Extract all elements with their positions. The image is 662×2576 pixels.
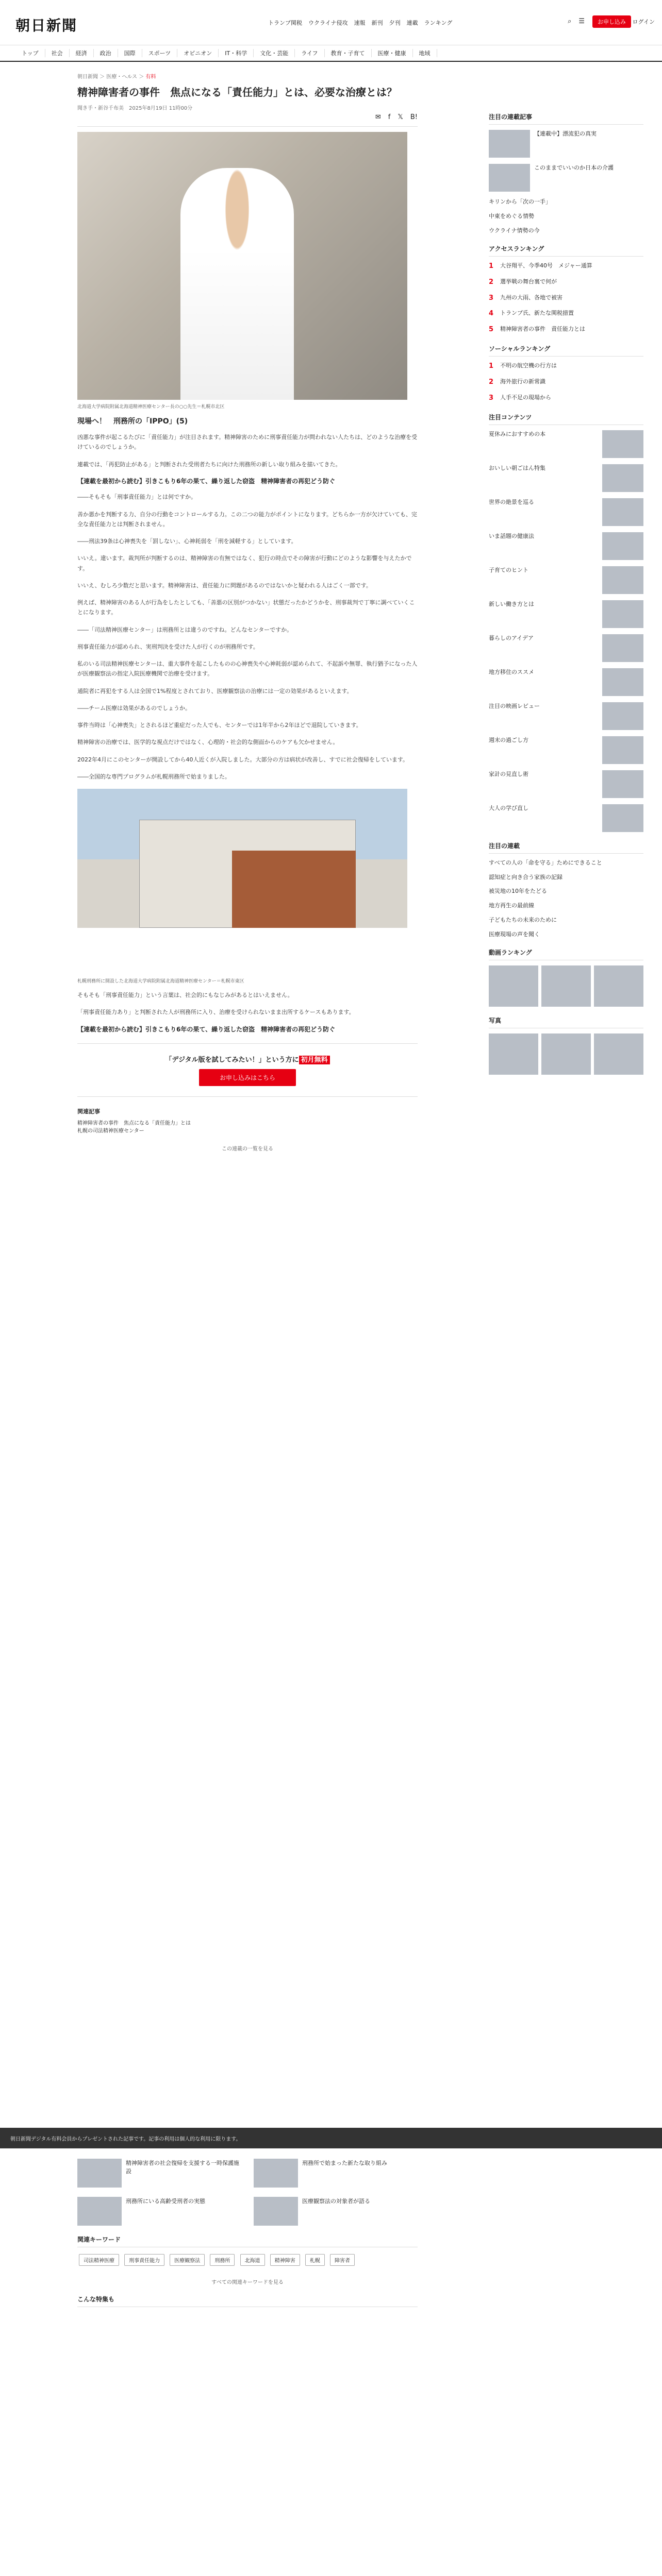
access-title: アクセスランキング: [489, 245, 544, 252]
article-paragraph: 凶悪な事件が起こるたびに「責任能力」が注目されます。精神障害のために刑事責任能力が問われない人たちは、どのような治療を受けているのでしょうか。: [77, 434, 418, 451]
article-paragraph: 通院者に再犯をする人は全国で1%程度とされており、医療観察法の治療には一定の効果があるといえます。: [77, 687, 353, 694]
facebook-icon[interactable]: f: [388, 113, 391, 121]
article-paragraph: 2022年4月にこのセンターが開設してから40人近くが入院しました。大部分の方は病状が改善し、すでに社会復帰をしています。: [77, 756, 408, 763]
article-paragraph: ――刑法39条は心神喪失を「罰しない」、心神耗弱を「刑を減軽する」としています。: [77, 538, 297, 545]
rank-number: 3: [489, 394, 494, 402]
video-thumb[interactable]: [489, 965, 538, 1007]
content-item-title: 新しい働き方とは: [489, 600, 534, 607]
nav-item[interactable]: 地域: [413, 49, 437, 57]
content-item-title: 地方移住のススメ: [489, 668, 534, 675]
article-paragraph: ――「司法精神医療センター」は刑務所とは違うのですね。どんなセンターですか。: [77, 626, 293, 633]
menu-icon[interactable]: ☰: [578, 18, 585, 25]
article-paragraph: ――そもそも「刑事責任能力」とは何ですか。: [77, 494, 196, 501]
rank-number: 2: [489, 278, 494, 286]
content-title: 注目コンテンツ: [489, 413, 532, 421]
content-item-title: 注目の映画レビュー: [489, 702, 540, 709]
nav-item[interactable]: オピニオン: [177, 49, 219, 57]
article-paragraph: 連載では、「再犯防止がある」と判断された受刑者たちに向けた刑務所の新しい取り組みを描いてきた。: [77, 461, 341, 468]
links-item[interactable]: [489, 887, 643, 895]
special-title: こんな特集も: [77, 2296, 115, 2303]
topnav-item[interactable]: 新刊: [371, 20, 383, 26]
content-thumb: [602, 804, 643, 832]
content-item[interactable]: [489, 634, 643, 662]
content-item[interactable]: [489, 702, 643, 730]
side-thumb: [489, 164, 530, 192]
links-item-title: 子どもたちの未来のために: [489, 917, 557, 924]
content-item-title: 大人の学び直し: [489, 804, 528, 811]
nav-item[interactable]: 政治: [94, 49, 118, 57]
keyword-tag[interactable]: 精神障害: [270, 2254, 300, 2266]
links-item-title: すべての人の「命を守る」ためにできること: [489, 859, 602, 866]
keyword-tag[interactable]: 北海道: [240, 2254, 265, 2266]
content-item[interactable]: [489, 498, 643, 526]
content-item[interactable]: [489, 430, 643, 458]
photo-thumb[interactable]: [541, 1033, 591, 1075]
article-paragraph: いいえ、むしろ少数だと思います。精神障害は、責任能力に問題があるのではないかと疑われる人はごく一部です。: [77, 582, 372, 589]
social-heading: [489, 344, 643, 357]
series-link[interactable]: 【連載を最初から読む】引きこもり6年の果て、繰り返した窃盗 精神障害者の再犯どう防ぐ: [77, 477, 336, 485]
keywords-more-link[interactable]: すべての関連キーワードを見る: [211, 2280, 284, 2285]
access-item-title: 精神障害者の事件 責任能力とは: [500, 326, 585, 333]
related-item[interactable]: [254, 2159, 418, 2188]
x-icon[interactable]: 𝕏: [398, 113, 403, 121]
photo-caption: 北海道大学病院附属北海道精神医療センター長の○○先生＝札幌市北区: [77, 404, 225, 410]
content-item[interactable]: [489, 736, 643, 764]
promo-badge: 初月無料: [299, 1056, 330, 1064]
rank-number: 1: [489, 262, 494, 270]
access-item[interactable]: [489, 309, 643, 319]
content-thumb: [602, 702, 643, 730]
nav-item[interactable]: 文化・芸能: [254, 49, 295, 57]
access-item-title: 大谷翔平、今季40号 メジャー通算: [500, 262, 592, 269]
nav-item[interactable]: ライフ: [295, 49, 324, 57]
content-heading: [489, 413, 643, 425]
related-title: 刑務所にいる高齢受刑者の実態: [126, 2198, 205, 2205]
breadcrumb-item[interactable]: 朝日新聞: [77, 74, 98, 80]
side-item[interactable]: [489, 227, 643, 235]
site-header: [0, 0, 662, 45]
video-row: [489, 965, 643, 1007]
keyword-tag[interactable]: 刑事責任能力: [124, 2254, 164, 2266]
article-paragraph: ――全国的な専門プログラムが札幌刑務所で始まりました。: [77, 773, 230, 780]
topnav-item[interactable]: ウクライナ侵攻: [308, 20, 348, 26]
related-item[interactable]: [77, 2159, 241, 2188]
search-icon[interactable]: ⌕: [568, 18, 572, 25]
related-thumb: [77, 2197, 122, 2226]
related-box: [77, 1107, 418, 1134]
side-item-title: キリンから「次の一手」: [489, 198, 551, 205]
login-link[interactable]: ログイン: [632, 19, 655, 25]
keyword-list: [77, 2252, 418, 2267]
rank-number: 1: [489, 362, 494, 370]
content-item[interactable]: [489, 600, 643, 628]
article-photo: [77, 132, 407, 400]
article-paragraph: 私のいる司法精神医療センターは、重大事件を起こしたものの心神喪失や心神耗弱が認められて、不起訴や無罪、執行猶予になった人が医療観察法の指定入院医療機関で治療を受けます。: [77, 660, 418, 677]
gift-banner: 朝日新聞デジタル有料会員からプレゼントされた記事です。記事の利用は個人的な利用に限ります。: [0, 2128, 662, 2148]
side-item[interactable]: [489, 164, 643, 192]
subscribe-promo: [77, 1043, 418, 1097]
access-item-title: 選挙戦の舞台裏で何が: [500, 278, 557, 285]
social-item-title: 海外旅行の新常識: [500, 378, 545, 385]
keyword-tag[interactable]: 障害者: [330, 2254, 355, 2266]
sidebar: [489, 103, 643, 1075]
access-item-title: トランプ氏、新たな関税措置: [500, 310, 574, 317]
building-wing: [232, 851, 356, 928]
content-item-title: 暮らしのアイデア: [489, 634, 534, 641]
keywords-title: 関連キーワード: [77, 2236, 121, 2243]
article-byline: 聞き手・新谷千布美 2025年8月19日 11時00分: [77, 106, 193, 111]
signup-button[interactable]: お申し込み: [592, 15, 631, 28]
content-thumb: [602, 736, 643, 764]
related-thumb: [77, 2159, 122, 2188]
related-item[interactable]: [77, 2197, 241, 2226]
keywords-heading: [77, 2235, 418, 2247]
content-thumb: [602, 566, 643, 594]
side-thumb: [489, 130, 530, 158]
side-item-title: 【連載中】漂流犯の真実: [534, 130, 597, 137]
content-item-title: 週末の過ごし方: [489, 736, 528, 743]
lower-main: [77, 2159, 418, 2576]
content-item[interactable]: [489, 804, 643, 832]
article-paragraph: 例えば、精神障害のある人が行為をしたとしても、「善悪の区別がつかない」状態だったかどうかを、刑事裁判で丁寧に調べていくことになります。: [77, 599, 415, 616]
content-item-title: いま話題の健康法: [489, 532, 534, 539]
content-thumb: [602, 430, 643, 458]
photo-row: [489, 1033, 643, 1075]
side-item[interactable]: [489, 130, 643, 158]
header-icons: [568, 18, 585, 25]
article-paragraph: そもそも「刑事責任能力」という言葉は、社会的にもなじみがあるとはいえません。: [77, 992, 293, 999]
breadcrumb-item[interactable]: 医療・ヘルス: [106, 74, 138, 80]
promo-text: 「デジタル版を試してみたい！」という方に: [165, 1056, 299, 1064]
series-link[interactable]: 【連載を最初から読む】引きこもり6年の果て、繰り返した窃盗 精神障害者の再犯どう防ぐ: [77, 1025, 336, 1033]
rank-number: 3: [489, 294, 494, 302]
special-area: [77, 2312, 418, 2576]
article-paragraph: 「刑事責任能力あり」と判断された人が刑務所に入り、治療を受けられないまま出所するケースもあります。: [77, 1009, 355, 1016]
topnav-item[interactable]: トランプ関税: [268, 20, 302, 26]
links-item-title: 被災地の10年をたどる: [489, 888, 547, 895]
rank-number: 4: [489, 310, 494, 318]
keyword-tag[interactable]: 司法精神医療: [79, 2254, 119, 2266]
nav-item[interactable]: 教育・子育て: [325, 49, 372, 57]
keyword-tag[interactable]: 札幌: [305, 2254, 325, 2266]
photo-caption: 札幌刑務所に開設した北海道大学病院附属北海道精神医療センター＝札幌市東区: [77, 979, 244, 985]
related-item[interactable]: [254, 2197, 418, 2226]
topnav-item[interactable]: ランキング: [424, 20, 453, 26]
access-heading: [489, 244, 643, 257]
nav-item[interactable]: IT・科学: [219, 49, 254, 57]
social-item-title: 不明の航空機の行方は: [500, 362, 557, 369]
photo-thumb[interactable]: [489, 1033, 538, 1075]
breadcrumb: 朝日新聞 ＞ 医療・ヘルス ＞ 有料: [77, 74, 156, 80]
promo-button[interactable]: お申し込みはこちら: [199, 1069, 296, 1086]
content-thumb: [602, 532, 643, 560]
share-bar: [77, 113, 418, 127]
social-item[interactable]: [489, 378, 643, 387]
video-thumb[interactable]: [594, 965, 643, 1007]
side-item-title: ウクライナ情勢の今: [489, 227, 540, 234]
links-item-title: 地方再生の最前線: [489, 902, 534, 909]
nav-item[interactable]: 国際: [118, 49, 142, 57]
access-item-title: 九州の大雨、各地で被害: [500, 294, 562, 301]
video-title: 動画ランキング: [489, 949, 532, 957]
content-item-title: 子育てのヒント: [489, 566, 528, 573]
content-item-title: 世界の絶景を巡る: [489, 498, 534, 505]
side-item[interactable]: [489, 212, 643, 221]
content-thumb: [602, 498, 643, 526]
series-heading: 現場へ！ 刑務所の「IPPO」(5): [77, 417, 188, 426]
photo-heading: [489, 1016, 643, 1028]
article-title: 精神障害者の事件 焦点になる「責任能力」とは、必要な治療とは？: [77, 86, 397, 98]
related-thumb: [254, 2159, 298, 2188]
social-title: ソーシャルランキング: [489, 345, 551, 353]
access-item[interactable]: [489, 262, 643, 272]
content-item-title: 夏休みにおすすめの本: [489, 430, 546, 437]
top-nav: [268, 19, 452, 27]
related-title: 医療観察法の対象者が語る: [302, 2198, 370, 2205]
paid-badge: 有料: [145, 74, 156, 80]
content-item-title: 家計の見直し術: [489, 770, 528, 777]
access-item[interactable]: [489, 294, 643, 303]
related-box-item[interactable]: 札幌の司法精神医療センター: [77, 1128, 144, 1134]
links-heading: [489, 841, 643, 854]
article-paragraph: 事件当時は「心神喪失」とされるほど重症だった人でも、センターでは1年半から2年ほどで退院していきます。: [77, 722, 362, 729]
video-thumb[interactable]: [541, 965, 591, 1007]
links-item-title: 医療現場の声を聞く: [489, 931, 540, 938]
side-item-title: 中東をめぐる情勢: [489, 212, 534, 219]
links-item-title: 認知症と向き合う家族の記録: [489, 873, 562, 880]
rank-number: 5: [489, 326, 494, 334]
doctor-figure: [180, 168, 294, 400]
nav-item[interactable]: トップ: [15, 49, 45, 57]
nav-item[interactable]: スポーツ: [142, 49, 178, 57]
related-grid: [77, 2159, 418, 2226]
content-item[interactable]: [489, 566, 643, 594]
mail-icon[interactable]: ✉: [375, 113, 381, 121]
social-item[interactable]: [489, 394, 643, 403]
links-title: 注目の連載: [489, 842, 520, 850]
photo-title: 写真: [489, 1017, 502, 1025]
access-item[interactable]: [489, 278, 643, 287]
content-item[interactable]: [489, 668, 643, 696]
links-item[interactable]: [489, 859, 643, 867]
side-item[interactable]: [489, 198, 643, 206]
nav-item[interactable]: 社会: [45, 49, 70, 57]
content-thumb: [602, 668, 643, 696]
article-paragraph: 刑事責任能力が認められ、実刑判決を受けた人が行くのが刑務所です。: [77, 643, 259, 650]
access-item[interactable]: [489, 325, 643, 335]
article-paragraph: 善か悪かを判断する力、自分の行動をコントロールする力。この二つの能力がポイントになります。どちらか一方が欠けていても、完全な責任能力とは判断されません。: [77, 511, 417, 528]
photo-thumb[interactable]: [594, 1033, 643, 1075]
side-item-title: このままでいいのか日本の介護: [534, 164, 614, 171]
side-heading: [489, 112, 643, 125]
bookmark-icon[interactable]: B!: [410, 113, 418, 121]
content-thumb: [602, 770, 643, 798]
links-item[interactable]: [489, 873, 643, 882]
nav-item[interactable]: 経済: [70, 49, 94, 57]
related-box-item[interactable]: 精神障害者の事件 焦点になる「責任能力」とは: [77, 1121, 191, 1127]
related-thumb: [254, 2197, 298, 2226]
content-item[interactable]: [489, 464, 643, 492]
series-list-link[interactable]: この連載の一覧を見る: [222, 1146, 273, 1153]
side-title: 注目の連載記事: [489, 113, 533, 121]
content-item-title: おいしい朝ごはん特集: [489, 464, 545, 471]
building-photo: [77, 789, 407, 974]
article-paragraph: いいえ。違います。裁判所が判断するのは、精神障害の有無ではなく、犯行の時点でその障害が行動にどのような影響を与えたかです。: [77, 555, 412, 572]
related-box-title: 関連記事: [77, 1108, 100, 1115]
content-thumb: [602, 634, 643, 662]
video-heading: [489, 948, 643, 960]
related-title: 刑務所で始まった新たな取り組み: [302, 2160, 387, 2166]
social-item[interactable]: [489, 362, 643, 371]
keyword-tag[interactable]: 医療観察法: [170, 2254, 205, 2266]
category-nav: [0, 45, 662, 62]
special-heading: [77, 2295, 418, 2307]
nav-item[interactable]: 医療・健康: [372, 49, 413, 57]
article-paragraph: ――チーム医療は効果があるのでしょうか。: [77, 704, 191, 711]
content-item[interactable]: [489, 532, 643, 560]
links-item[interactable]: [489, 916, 643, 924]
topnav-item[interactable]: 夕刊: [389, 20, 401, 26]
rank-number: 2: [489, 378, 494, 386]
topnav-item[interactable]: 速報: [354, 20, 366, 26]
links-item[interactable]: [489, 902, 643, 910]
topnav-item[interactable]: 連載: [406, 20, 418, 26]
keyword-tag[interactable]: 刑務所: [210, 2254, 235, 2266]
site-logo[interactable]: 朝日新聞: [15, 17, 78, 34]
content-item[interactable]: [489, 770, 643, 798]
links-item[interactable]: [489, 930, 643, 939]
article-paragraph: 精神障害の治療では、医学的な視点だけではなく、心理的・社会的な側面からのケアも欠かせません。: [77, 739, 339, 746]
content-thumb: [602, 600, 643, 628]
social-item-title: 人手不足の現場から: [500, 394, 551, 401]
article-main: [77, 72, 418, 1152]
related-title: 精神障害者の社会復帰を支援する一時保護施設: [126, 2160, 239, 2175]
content-thumb: [602, 464, 643, 492]
